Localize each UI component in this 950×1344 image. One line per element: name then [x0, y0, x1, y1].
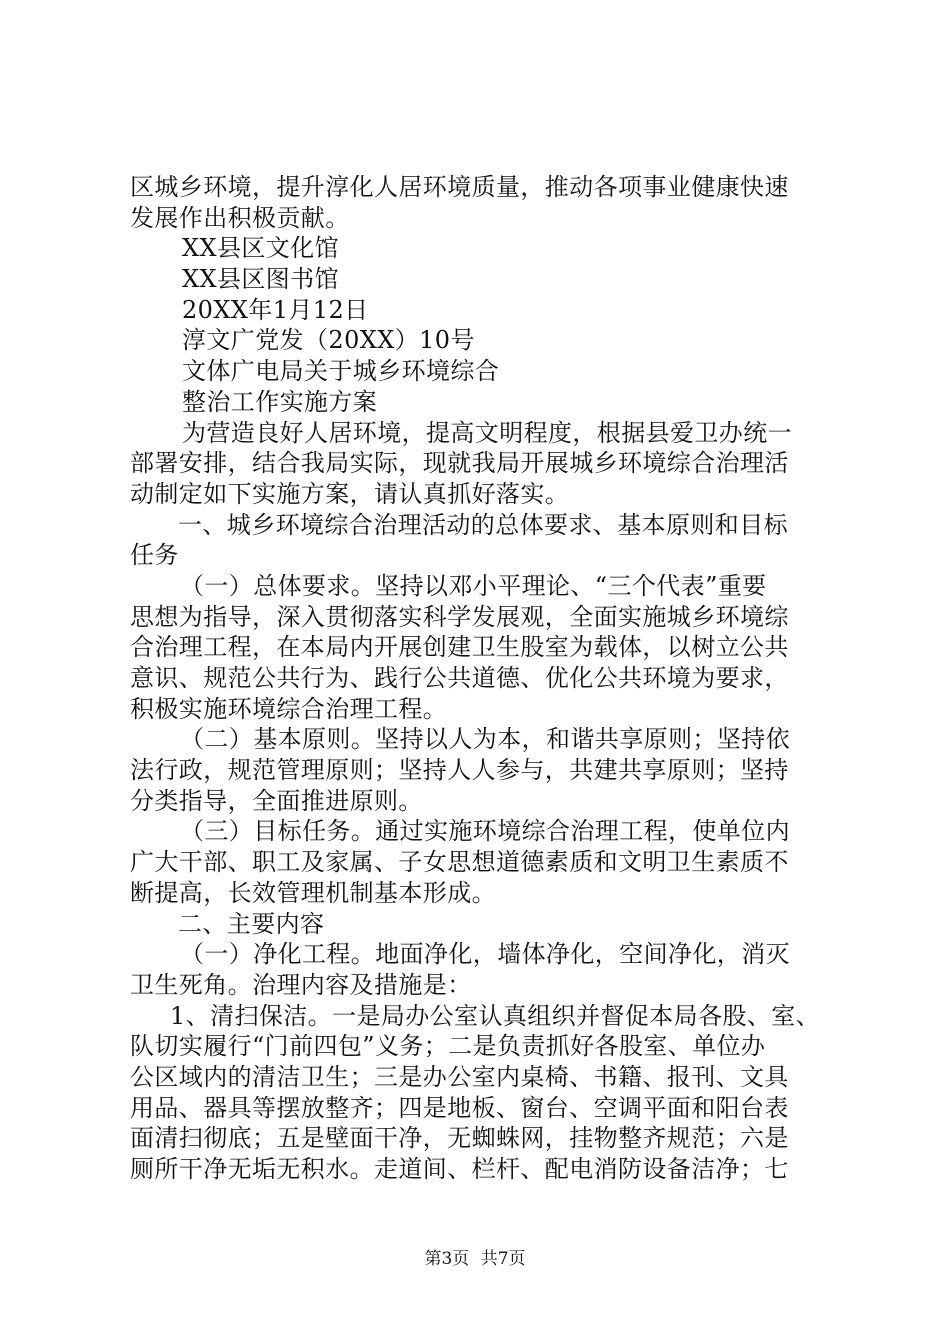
page-footer	[0, 1244, 950, 1269]
text-line: 公区域内的清洁卫生；三是办公室内桌椅、书籍、报刊、文具	[130, 1062, 789, 1091]
text-line: 文体广电局关于城乡环境综合	[182, 357, 500, 386]
text-line: 整治工作实施方案	[182, 387, 378, 416]
text-line: 20XX年1月12日	[182, 295, 369, 324]
text-line: 发展作出积极贡献。	[130, 203, 350, 232]
document-body	[130, 172, 850, 1185]
text-line: 用品、器具等摆放整齐；四是地板、窗台、空调平面和阳台表	[130, 1093, 789, 1122]
text-line: 厕所干净无垢无积水。走道间、栏杆、配电消防设备洁净；七	[130, 1155, 789, 1183]
text-line: 思想为指导，深入贯彻落实科学发展观，全面实施城乡环境综	[130, 602, 789, 631]
text-line: 二、主要内容	[178, 909, 325, 938]
text-line: （一）净化工程。地面净化，墙体净化，空间净化，消灭	[180, 940, 790, 969]
text-line: 1、清扫保洁。一是局办公室认真组织并督促本局各股、室、	[170, 1001, 821, 1030]
text-line: 断提高，长效管理机制基本形成。	[130, 878, 496, 907]
text-line: XX县区文化馆	[182, 234, 339, 263]
text-line: 任务	[130, 541, 179, 570]
text-line: 法行政，规范管理原则；坚持人人参与，共建共享原则；坚持	[130, 756, 789, 785]
text-line: （三）目标任务。通过实施环境综合治理工程，使单位内	[180, 817, 790, 846]
page-number: 第3页	[424, 1249, 470, 1269]
text-line: 一、城乡环境综合治理活动的总体要求、基本原则和目标	[178, 510, 788, 539]
text-line: 合治理工程，在本局内开展创建卫生股室为载体，以树立公共	[130, 633, 789, 662]
text-line: 动制定如下实施方案，请认真抓好落实。	[130, 479, 570, 508]
text-line: 卫生死角。治理内容及措施是：	[130, 970, 472, 999]
page-total: 共7页	[480, 1249, 526, 1269]
text-line: 队切实履行“门前四包”义务；二是负责抓好各股室、单位办	[130, 1032, 766, 1061]
text-line: 积极实施环境综合治理工程。	[130, 694, 448, 723]
text-line: XX县区图书馆	[182, 265, 339, 294]
text-line: 部署安排，结合我局实际，现就我局开展城乡环境综合治理活	[130, 449, 789, 478]
text-line: 面清扫彻底；五是壁面干净，无蜘蛛网，挂物整齐规范；六是	[130, 1124, 789, 1153]
text-line: （一）总体要求。坚持以邓小平理论、“三个代表”重要	[180, 571, 767, 600]
text-line: 广大干部、职工及家属、子女思想道德素质和文明卫生素质不	[130, 848, 789, 877]
text-line: （二）基本原则。坚持以人为本，和谐共享原则；坚持依	[180, 725, 790, 754]
text-line: 淳文广党发（20XX）10号	[182, 326, 475, 355]
text-line: 区城乡环境，提升淳化人居环境质量，推动各项事业健康快速	[130, 173, 789, 201]
text-line: 分类指导，全面推进原则。	[130, 786, 423, 815]
text-line: 为营造良好人居环境，提高文明程度，根据县爱卫办统一	[182, 418, 792, 447]
text-line: 意识、规范公共行为、践行公共道德、优化公共环境为要求，	[130, 664, 789, 692]
